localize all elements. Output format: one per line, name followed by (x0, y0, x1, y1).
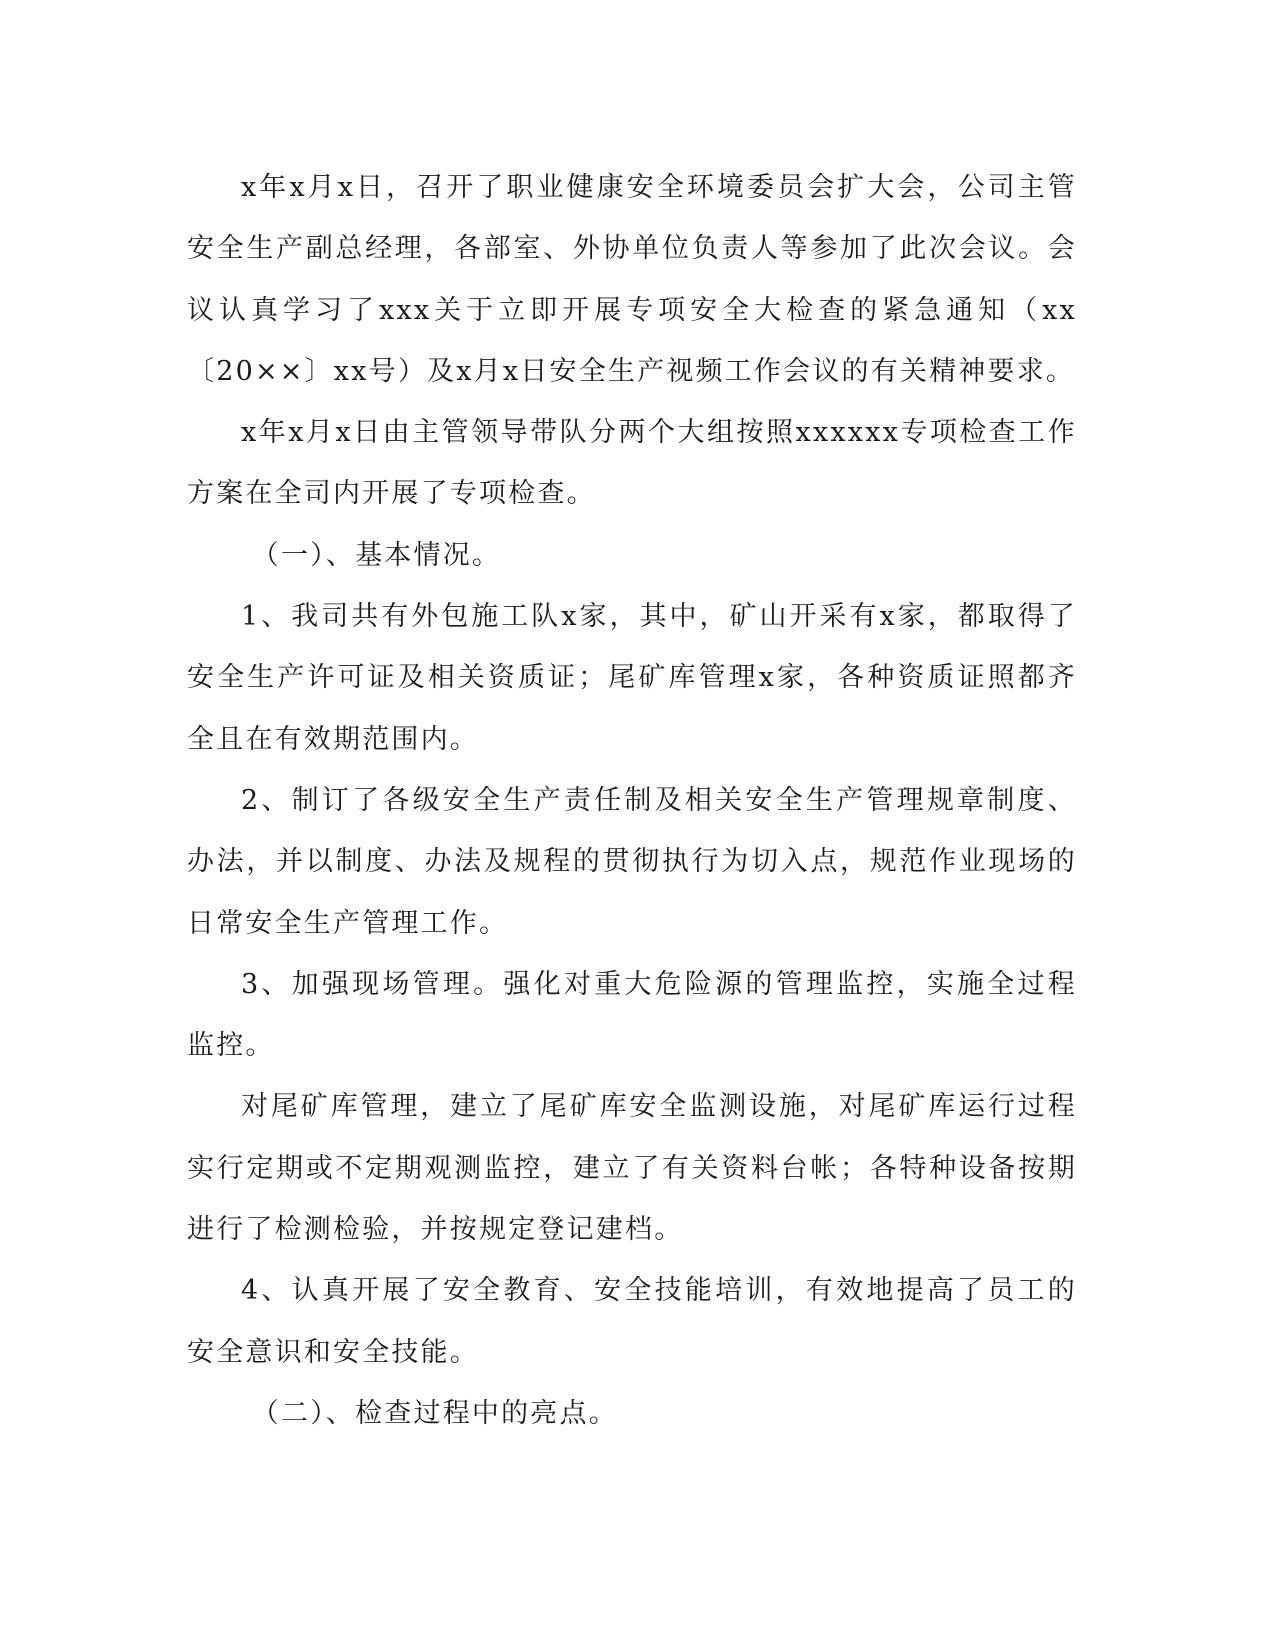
section-heading-basic: （一）、基本情况。 (251, 539, 502, 571)
paragraph-item-4: 4、认真开展了安全教育、安全技能培训，有效地提高了员工的安全意识和安全技能。 (187, 1275, 1077, 1368)
paragraph-item-2: 2、制订了各级安全生产责任制及相关安全生产管理规章制度、办法，并以制度、办法及规程的贯彻执行为切入点，规范作业现场的日常安全生产管理工作。 (187, 784, 1077, 939)
paragraph-meeting: x年x月x日，召开了职业健康安全环境委员会扩大会，公司主管安全生产副总经理，各部室、外协单位负责人等参加了此次会议。会议认真学习了xxx关于立即开展专项安全大检查的紧急通知（xx〔20××〕xx号）及x月x日安全生产视频工作会议的有关精神要求。 (187, 172, 1077, 387)
paragraph-tailings: 对尾矿库管理，建立了尾矿库安全监测设施，对尾矿库运行过程实行定期或不定期观测监控，建立了有关资料台帐；各特种设备按期进行了检测检验，并按规定登记建档。 (187, 1091, 1077, 1246)
paragraph-inspection: x年x月x日由主管领导带队分两个大组按照xxxxxx专项检查工作方案在全司内开展了专项检查。 (187, 417, 1077, 510)
paragraph-item-3: 3、加强现场管理。强化对重大危险源的管理监控，实施全过程监控。 (187, 968, 1077, 1062)
paragraph-item-1: 1、我司共有外包施工队x家，其中，矿山开采有x家，都取得了安全生产许可证及相关资质证；尾矿库管理x家，各种资质证照都齐全且在有效期范围内。 (187, 601, 1077, 755)
section-heading-highlights: （二）、检查过程中的亮点。 (251, 1397, 618, 1429)
document-body (187, 157, 1077, 1444)
